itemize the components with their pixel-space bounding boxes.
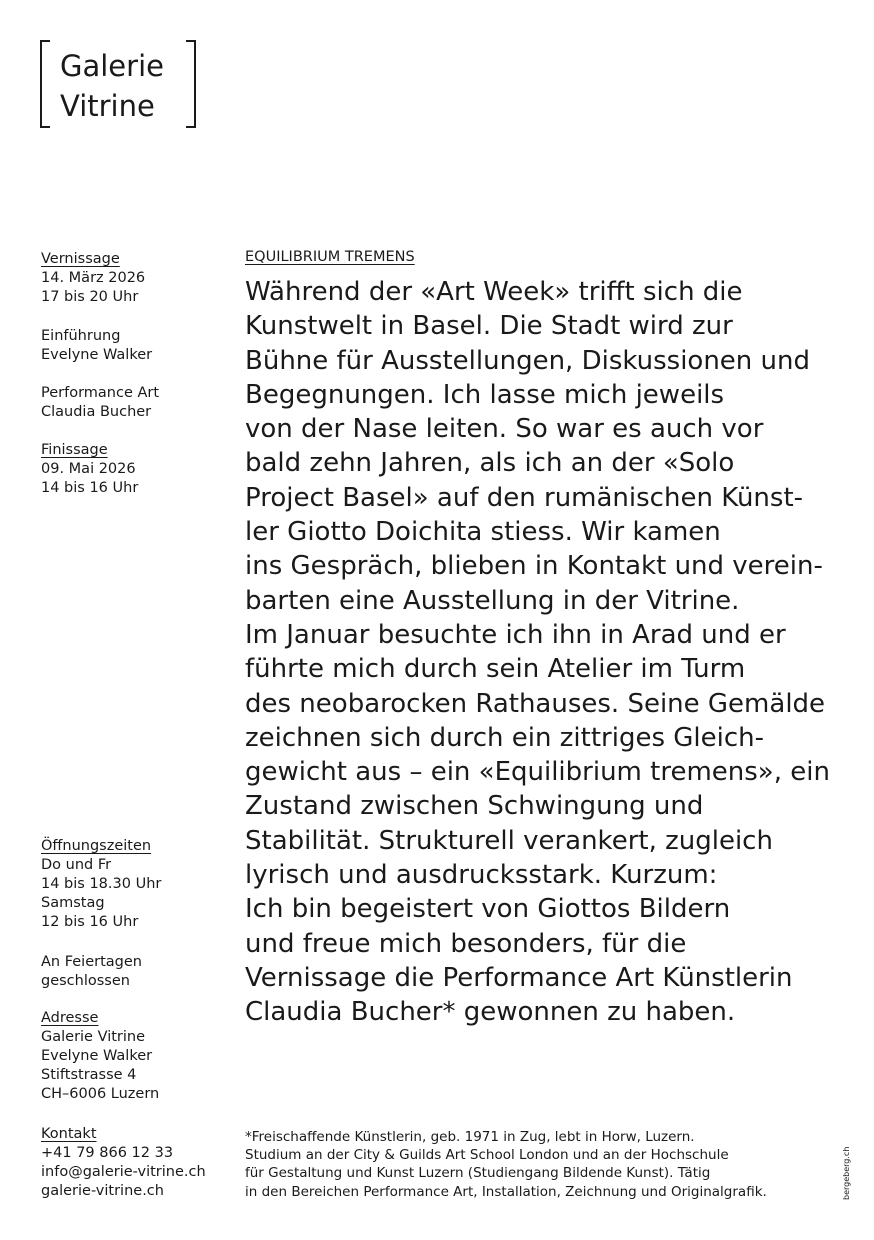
logo-line-1: Galerie: [60, 49, 164, 83]
exhibition-title: EQUILIBRIUM TREMENS: [245, 249, 415, 265]
body-line: Kunstwelt in Basel. Die Stadt wird zur: [245, 311, 733, 342]
address-block: [41, 1009, 159, 1104]
body-line: führte mich durch sein Atelier im Turm: [245, 654, 746, 685]
body-line: Stabilität. Strukturell verankert, zugleich: [245, 825, 773, 856]
contact-phone: +41 79 866 12 33: [41, 1145, 174, 1161]
body-line: bald zehn Jahren, als ich an der «Solo: [245, 448, 735, 479]
holiday-note: [41, 953, 142, 991]
finissage-time: 14 bis 16 Uhr: [41, 480, 139, 496]
vernissage-time: 17 bis 20 Uhr: [41, 289, 139, 305]
body-line: Während der «Art Week» trifft sich die: [245, 277, 743, 307]
main-text: [245, 275, 845, 1030]
body-line: zeichnen sich durch ein zittriges Gleich-: [245, 722, 764, 753]
body-line: Claudia Bucher* gewonnen zu haben.: [245, 997, 736, 1028]
body-line: lyrisch und ausdrucksstark. Kurzum:: [245, 860, 718, 891]
address-line: Galerie Vitrine: [41, 1029, 146, 1045]
body-line: barten eine Ausstellung in der Vitrine.: [245, 585, 740, 616]
body-line: ler Giotto Doichita stiess. Wir kamen: [245, 517, 721, 548]
holiday-line: An Feiertagen: [41, 954, 142, 970]
einfuehrung-name: Evelyne Walker: [41, 347, 153, 363]
opening-hours-block: [41, 837, 161, 932]
footnote-line: Studium an der City & Guilds Art School London und an der Hochschule: [245, 1147, 729, 1164]
body-line: Begegnungen. Ich lasse mich jeweils: [245, 379, 725, 410]
footnote-line: für Gestaltung und Kunst Luzern (Studiengang Bildende Kunst). Tätig: [245, 1165, 711, 1182]
address-line: Evelyne Walker: [41, 1048, 153, 1064]
body-line: von der Nase leiten. So war es auch vor: [245, 414, 764, 445]
gallery-logo: [40, 40, 196, 126]
finissage-date: 09. Mai 2026: [41, 461, 136, 477]
performance-block: [41, 384, 159, 422]
contact-website: galerie-vitrine.ch: [41, 1183, 164, 1199]
logo-bracket-right: [186, 40, 196, 128]
vernissage-date: 14. März 2026: [41, 270, 146, 286]
hours-line: 14 bis 18.30 Uhr: [41, 876, 162, 892]
body-line: Project Basel» auf den rumänischen Künst-: [245, 482, 804, 513]
body-line: ins Gespräch, blieben in Kontakt und verein-: [245, 551, 823, 582]
address-line: Stiftstrasse 4: [41, 1067, 137, 1083]
footnote-line: *Freischaffende Künstlerin, geb. 1971 in Zug, lebt in Horw, Luzern.: [245, 1129, 695, 1145]
address-line: CH–6006 Luzern: [41, 1086, 160, 1102]
body-line: Im Januar besuchte ich ihn in Arad und er: [245, 619, 786, 650]
opening-hours-heading: Öffnungszeiten: [41, 838, 152, 854]
contact-email: info@galerie-vitrine.ch: [41, 1164, 206, 1180]
body-line: Bühne für Ausstellungen, Diskussionen und: [245, 345, 811, 376]
finissage-block: [41, 441, 138, 498]
body-line: Zustand zwischen Schwingung und: [245, 791, 704, 822]
footnote: [245, 1128, 767, 1201]
body-line: des neobarocken Rathauses. Seine Gemälde: [245, 688, 826, 719]
hours-line: Do und Fr: [41, 857, 112, 873]
logo-text: [60, 46, 164, 126]
logo-line-2: Vitrine: [60, 89, 155, 123]
contact-heading: Kontakt: [41, 1126, 97, 1142]
address-heading: Adresse: [41, 1010, 99, 1026]
hours-line: Samstag: [41, 895, 105, 911]
vernissage-heading: Vernissage: [41, 251, 120, 267]
einfuehrung-label: Einführung: [41, 328, 121, 344]
performance-name: Claudia Bucher: [41, 404, 152, 420]
holiday-line: geschlossen: [41, 973, 130, 989]
vernissage-block: [41, 250, 145, 307]
finissage-heading: Finissage: [41, 442, 108, 458]
hours-line: 12 bis 16 Uhr: [41, 914, 139, 930]
einfuehrung-block: [41, 327, 152, 365]
body-line: und freue mich besonders, für die: [245, 928, 687, 959]
logo-bracket-left: [40, 40, 50, 128]
performance-label: Performance Art: [41, 385, 160, 401]
body-line: Ich bin begeistert von Giottos Bildern: [245, 894, 731, 925]
designer-credit: bergeberg.ch: [842, 1146, 851, 1200]
footnote-line: in den Bereichen Performance Art, Installation, Zeichnung und Originalgrafik.: [245, 1183, 767, 1200]
body-line: Vernissage die Performance Art Künstlerin: [245, 962, 793, 993]
body-line: gewicht aus – ein «Equilibrium tremens», ein: [245, 757, 830, 788]
contact-block: [41, 1125, 206, 1201]
